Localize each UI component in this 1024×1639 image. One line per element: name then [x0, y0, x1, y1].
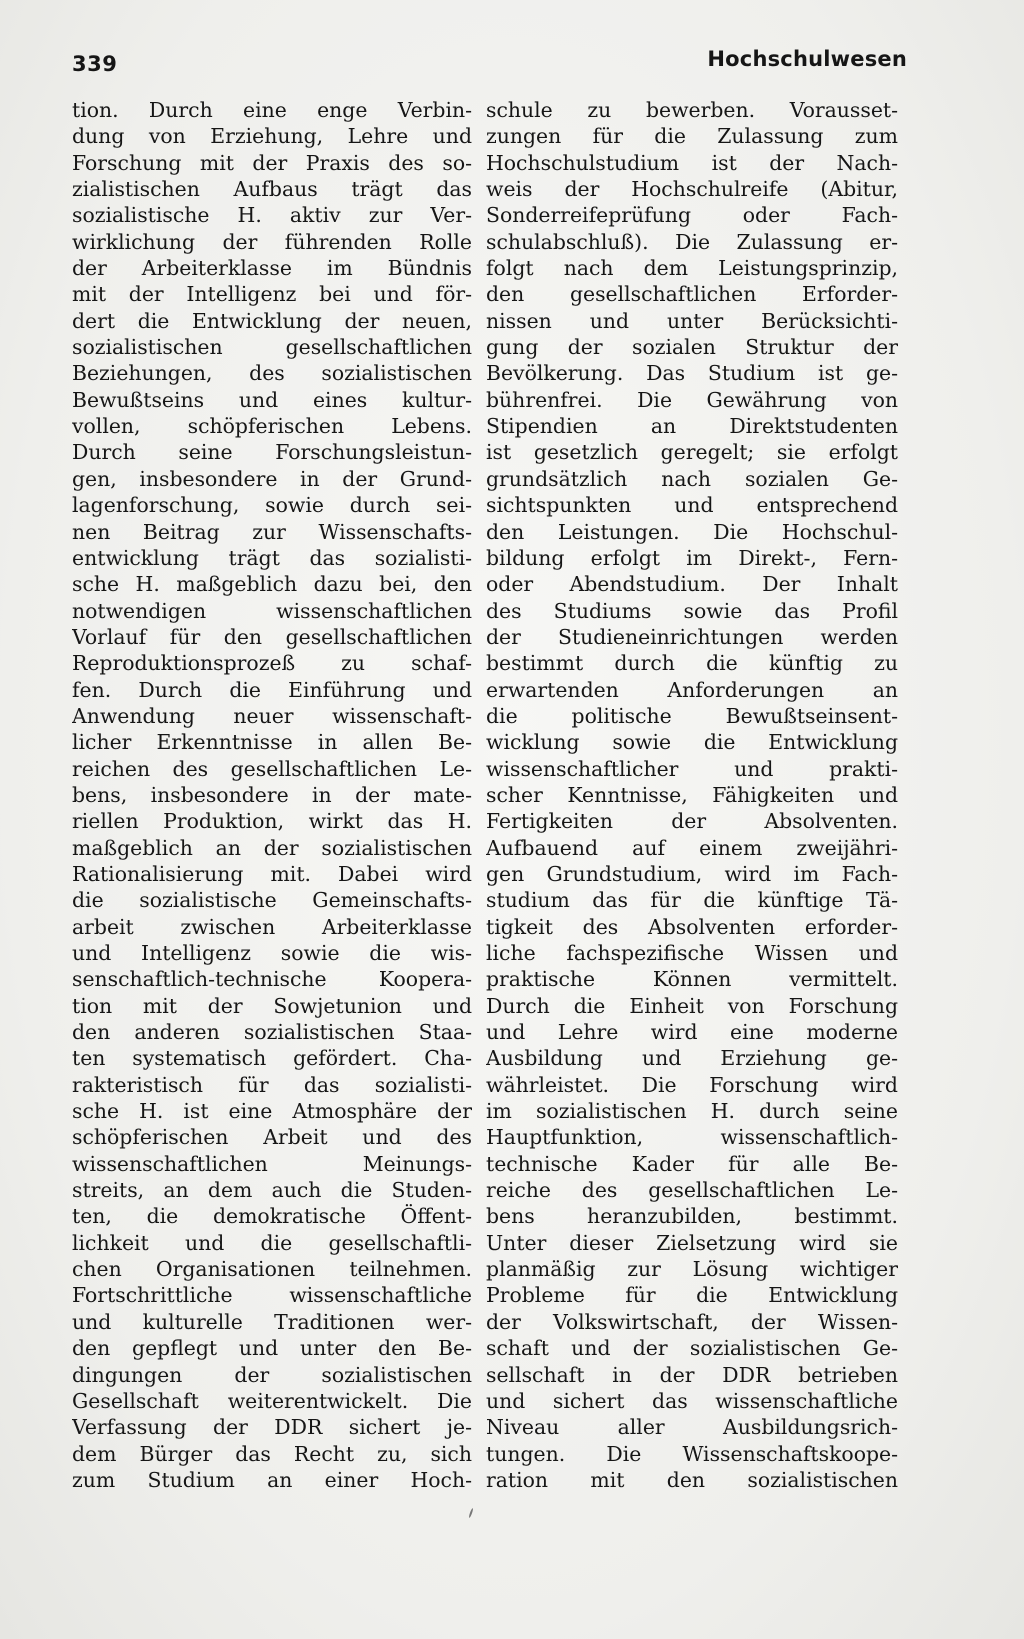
- text-line: und Intelligenz sowie die wis-: [72, 941, 472, 965]
- text-line: gung der sozialen Struktur der: [486, 335, 898, 360]
- text-line: planmäßig zur Lösung wichtiger: [486, 1257, 898, 1282]
- text-line: Fortschrittliche wissenschaftliche: [72, 1283, 472, 1308]
- text-line: Niveau aller Ausbildungsrich-: [486, 1415, 898, 1440]
- text-line: nissen und unter Berücksichti-: [486, 308, 898, 333]
- text-line: sche H. maßgeblich dazu bei, den: [72, 572, 472, 597]
- text-line: bührenfrei. Die Gewährung von: [486, 387, 898, 412]
- text-line: fen. Durch die Einführung und: [72, 677, 472, 702]
- text-line: sozialistische H. aktiv zur Ver-: [72, 203, 472, 228]
- text-line: dem Bürger das Recht zu, sich: [72, 1441, 472, 1466]
- text-line: chen Organisationen teilnehmen.: [72, 1257, 472, 1282]
- text-line: dung von Erziehung, Lehre und: [72, 124, 472, 149]
- text-line: und sichert das wissenschaftliche: [486, 1388, 898, 1413]
- text-line: Beziehungen, des sozialistischen: [72, 361, 472, 386]
- running-head: Hochschulwesen: [707, 47, 907, 71]
- text-line: tion. Durch eine enge Verbin-: [72, 98, 472, 122]
- text-line: wirklichung der führenden Rolle: [72, 229, 472, 254]
- text-line: ist gesetzlich geregelt; sie erfolgt: [486, 440, 898, 465]
- text-line: scher Kenntnisse, Fähigkeiten und: [486, 782, 898, 807]
- text-line: im sozialistischen H. durch seine: [486, 1099, 898, 1124]
- text-line: gen, insbesondere in der Grund-: [72, 466, 472, 491]
- text-line: wissenschaftlicher und prakti-: [486, 756, 898, 781]
- text-line: die politische Bewußtseinsent-: [486, 703, 898, 728]
- text-line: bestimmt durch die künftig zu: [486, 651, 898, 676]
- text-line: Reproduktionsprozeß zu schaf-: [72, 651, 472, 676]
- text-line: mit der Intelligenz bei und för-: [72, 282, 472, 307]
- text-line: notwendigen wissenschaftlichen: [72, 598, 472, 623]
- text-line: Durch seine Forschungsleistun-: [72, 440, 472, 465]
- text-line: Hochschulstudium ist der Nach-: [486, 150, 898, 175]
- text-line: und kulturelle Traditionen wer-: [72, 1309, 472, 1334]
- text-line: zialistischen Aufbaus trägt das: [72, 177, 472, 202]
- text-line: ten, die demokratische Öffent-: [72, 1204, 472, 1229]
- text-line: licher Erkenntnisse in allen Be-: [72, 730, 472, 755]
- text-line: reiche des gesellschaftlichen Le-: [486, 1178, 898, 1203]
- text-line: studium das für die künftige Tä-: [486, 888, 898, 913]
- text-line: Sonderreifeprüfung oder Fach-: [486, 203, 898, 228]
- text-line: Rationalisierung mit. Dabei wird: [72, 861, 472, 886]
- text-line: ten systematisch gefördert. Cha-: [72, 1046, 472, 1071]
- text-line: bens, insbesondere in der mate-: [72, 782, 472, 807]
- text-line: wissenschaftlichen Meinungs-: [72, 1151, 472, 1176]
- text-line: Anwendung neuer wissenschaft-: [72, 703, 472, 728]
- text-line: sellschaft in der DDR betrieben: [486, 1362, 898, 1387]
- text-line: zungen für die Zulassung zum: [486, 124, 898, 149]
- text-line: grundsätzlich nach sozialen Ge-: [486, 466, 898, 491]
- text-line: Bewußtseins und eines kultur-: [72, 387, 472, 412]
- text-line: liche fachspezifische Wissen und: [486, 941, 898, 965]
- text-line: bildung erfolgt im Direkt-, Fern-: [486, 545, 898, 570]
- text-line: der Studieneinrichtungen werden: [486, 624, 898, 649]
- text-line: lagenforschung, sowie durch sei-: [72, 493, 472, 518]
- text-line: senschaftlich-technische Koopera-: [72, 967, 472, 992]
- text-line: Ausbildung und Erziehung ge-: [486, 1046, 898, 1071]
- text-line: Durch die Einheit von Forschung: [486, 993, 898, 1018]
- text-line: den Leistungen. Die Hochschul-: [486, 519, 898, 544]
- text-line: wicklung sowie die Entwicklung: [486, 730, 898, 755]
- text-line: Stipendien an Direktstudenten: [486, 414, 898, 439]
- text-line: weis der Hochschulreife (Abitur,: [486, 177, 898, 202]
- text-line: praktische Können vermittelt.: [486, 967, 898, 992]
- text-line: sozialistischen gesellschaftlichen: [72, 335, 472, 360]
- text-line: gen Grundstudium, wird im Fach-: [486, 861, 898, 886]
- text-line: schulabschluß). Die Zulassung er-: [486, 229, 898, 254]
- text-line: tigkeit des Absolventen erforder-: [486, 914, 898, 939]
- text-line: Forschung mit der Praxis des so-: [72, 150, 472, 175]
- text-line: Hauptfunktion, wissenschaftlich-: [486, 1125, 898, 1150]
- text-line: schöpferischen Arbeit und des: [72, 1125, 472, 1150]
- text-line: der Volkswirtschaft, der Wissen-: [486, 1309, 898, 1334]
- left-text-column: [72, 97, 472, 1493]
- text-line: den gepflegt und unter den Be-: [72, 1336, 472, 1361]
- text-line: rakteristisch für das sozialisti-: [72, 1072, 472, 1097]
- text-line: Bevölkerung. Das Studium ist ge-: [486, 361, 898, 386]
- text-line: entwicklung trägt das sozialisti-: [72, 545, 472, 570]
- text-line: reichen des gesellschaftlichen Le-: [72, 756, 472, 781]
- text-line: dert die Entwicklung der neuen,: [72, 308, 472, 333]
- text-line: den gesellschaftlichen Erforder-: [486, 282, 898, 307]
- text-line: währleistet. Die Forschung wird: [486, 1072, 898, 1097]
- page-number: 339: [72, 52, 118, 76]
- text-line: vollen, schöpferischen Lebens.: [72, 414, 472, 439]
- text-line: tion mit der Sowjetunion und: [72, 993, 472, 1018]
- text-line: ration mit den sozialistischen: [486, 1467, 898, 1492]
- text-line: nen Beitrag zur Wissenschafts-: [72, 519, 472, 544]
- text-line: sichtspunkten und entsprechend: [486, 493, 898, 518]
- text-line: Vorlauf für den gesellschaftlichen: [72, 624, 472, 649]
- right-text-column: [486, 97, 898, 1493]
- text-line: die sozialistische Gemeinschafts-: [72, 888, 472, 913]
- text-line: und Lehre wird eine moderne: [486, 1020, 898, 1045]
- text-line: schule zu bewerben. Vorausset-: [486, 98, 898, 122]
- text-line: tungen. Die Wissenschaftskoope-: [486, 1441, 898, 1466]
- text-line: Aufbauend auf einem zweijähri-: [486, 835, 898, 860]
- text-line: arbeit zwischen Arbeiterklasse: [72, 914, 472, 939]
- text-line: schaft und der sozialistischen Ge-: [486, 1336, 898, 1361]
- text-line: des Studiums sowie das Profil: [486, 598, 898, 623]
- text-line: zum Studium an einer Hoch-: [72, 1467, 472, 1492]
- text-line: maßgeblich an der sozialistischen: [72, 835, 472, 860]
- text-line: folgt nach dem Leistungsprinzip,: [486, 256, 898, 281]
- text-line: Unter dieser Zielsetzung wird sie: [486, 1230, 898, 1255]
- text-line: streits, an dem auch die Studen-: [72, 1178, 472, 1203]
- text-line: oder Abendstudium. Der Inhalt: [486, 572, 898, 597]
- text-line: technische Kader für alle Be-: [486, 1151, 898, 1176]
- text-line: lichkeit und die gesellschaftli-: [72, 1230, 472, 1255]
- text-line: sche H. ist eine Atmosphäre der: [72, 1099, 472, 1124]
- print-speck: [468, 1508, 473, 1518]
- text-line: Probleme für die Entwicklung: [486, 1283, 898, 1308]
- text-line: dingungen der sozialistischen: [72, 1362, 472, 1387]
- text-line: den anderen sozialistischen Staa-: [72, 1020, 472, 1045]
- text-line: riellen Produktion, wirkt das H.: [72, 809, 472, 834]
- text-line: Verfassung der DDR sichert je-: [72, 1415, 472, 1440]
- text-line: bens heranzubilden, bestimmt.: [486, 1204, 898, 1229]
- text-line: erwartenden Anforderungen an: [486, 677, 898, 702]
- text-line: Gesellschaft weiterentwickelt. Die: [72, 1388, 472, 1413]
- text-line: Fertigkeiten der Absolventen.: [486, 809, 898, 834]
- text-line: der Arbeiterklasse im Bündnis: [72, 256, 472, 281]
